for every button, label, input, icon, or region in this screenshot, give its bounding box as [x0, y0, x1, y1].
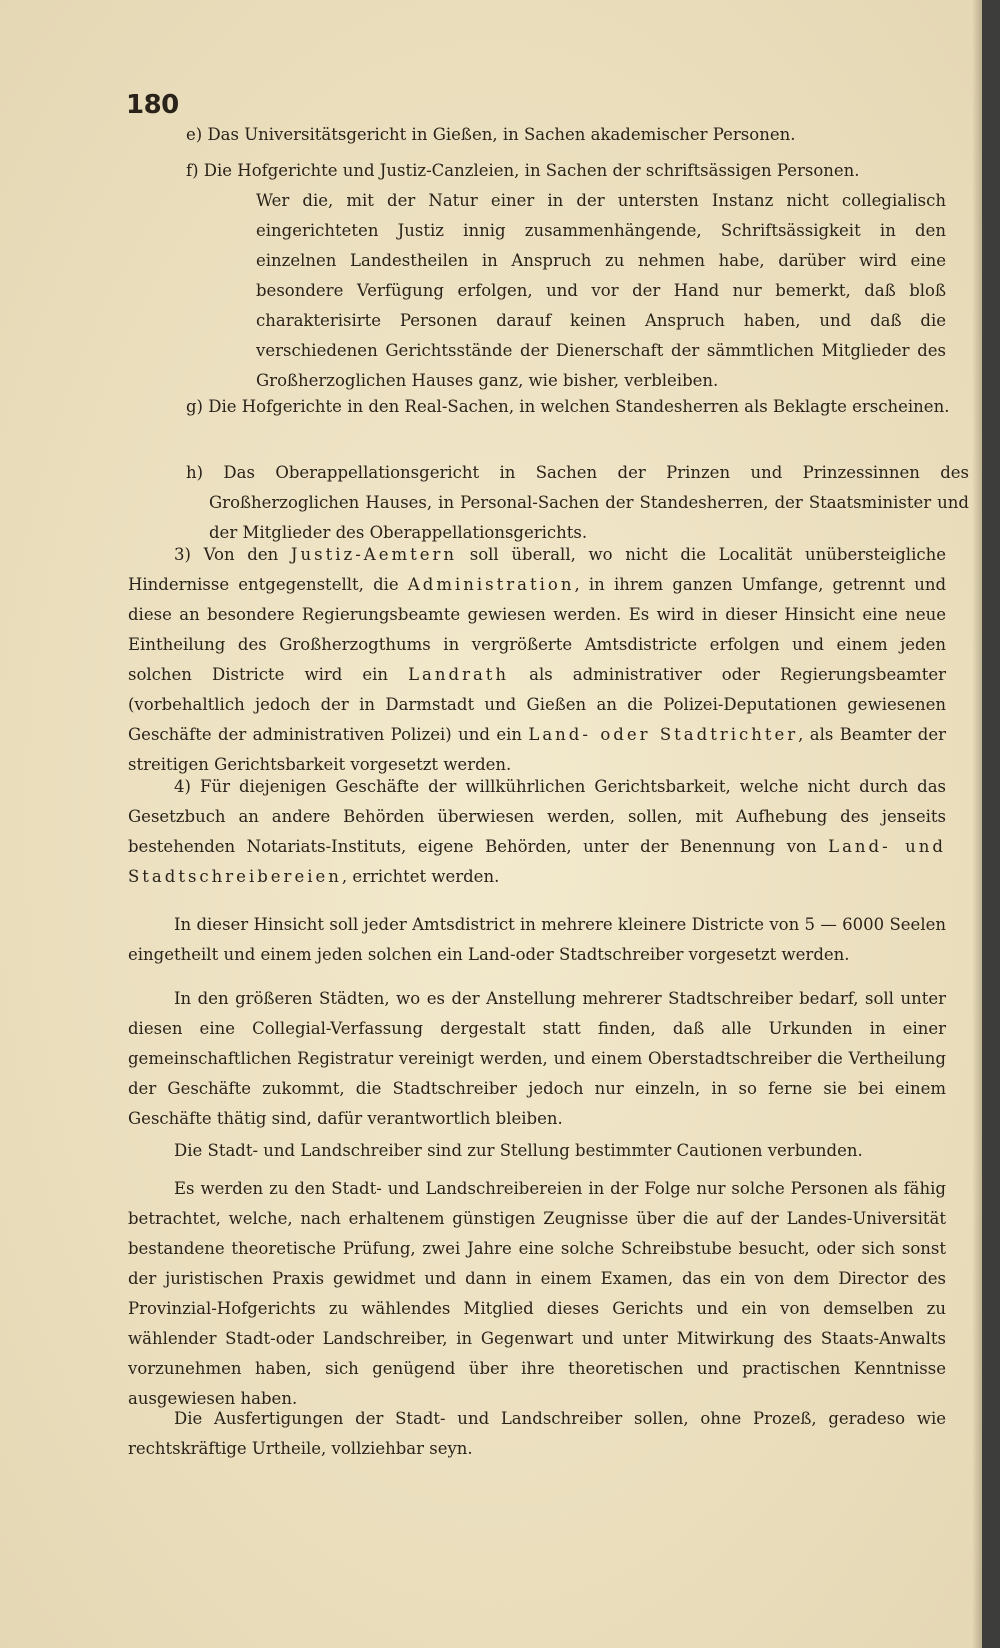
section-3-part4: als administrativer oder Regierungsbeamter (vorbehaltlich jedoch der in Darmstadt und Gießen an die Polizei-Deputationen gewiesenen Geschäfte der administrativen Polizei) und ein [128, 665, 946, 744]
item-e: e) Das Universitätsgericht in Gießen, in Sachen akademischer Personen. [186, 125, 796, 144]
term-land-und-stadtschreibereien: Land- und Stadtschreibereien [128, 837, 946, 886]
item-f-note-text: Wer die, mit der Natur einer in der untersten Instanz nicht collegialisch eingerichteten Justiz innig zusammenhängende, Schriftsässigkeit in den einzelnen Landestheilen in Anspruch zu nehmen habe, darüber wird eine besondere Verfügung erfolgen, und vor der Hand nur bemerkt, daß bloß charakterisirte Personen darauf keinen Anspruch haben, und daß die verschiedenen Gerichtsstände der Dienerschaft der sämmtlichen Mitglieder des Großherzoglichen Hauses ganz, wie bisher, verbleiben. [256, 191, 946, 390]
term-justiz-aemter: Justiz-Aemtern [290, 545, 458, 564]
section-3 [128, 540, 946, 780]
item-f-note [186, 186, 946, 396]
item-h: h) Das Oberappellationsgericht in Sachen der Prinzen und Prinzessinnen des Großherzoglichen Hauses, in Personal-Sachen der Standesherren, der Staatsminister und der Mitglieder des Oberappellationsgerichts. [186, 463, 969, 542]
item-f: f) Die Hofgerichte und Justiz-Canzleien, in Sachen der schriftsässigen Personen. [186, 161, 860, 180]
term-administration: Administration [407, 575, 575, 594]
item-g: g) Die Hofgerichte in den Real-Sachen, in welchen Standesherren als Beklagte erscheinen. [186, 397, 950, 416]
section-3-part3: , in ihrem ganzen Umfange, getrennt und diese an besondere Regierungsbeamte gewiesen werden. Es wird in dieser Hinsicht eine neue Eintheilung des Großherzogthums in vergrößerte Amtsdistricte erfolgen und einem jeden solchen Districte wird ein [128, 575, 947, 684]
page-number: 180 [126, 90, 179, 120]
section-4 [128, 772, 946, 892]
term-land-oder-stadtrichter: Land- oder Stadtrichter [528, 725, 799, 744]
paragraph-amtsdistrict: In dieser Hinsicht soll jeder Amtsdistrict in mehrere kleinere Districte von 5 — 6000 Seelen eingetheilt und einem jeden solchen ein Land-oder Stadtschreiber vorgesetzt werden. [128, 915, 946, 964]
paragraph-cautionen: Die Stadt- und Landschreiber sind zur Stellung bestimmter Cautionen verbunden. [174, 1141, 863, 1160]
paragraph-ausfertigungen: Die Ausfertigungen der Stadt- und Landschreiber sollen, ohne Prozeß, geradeso wie rechtskräftige Urtheile, vollziehbar seyn. [128, 1409, 946, 1458]
term-landrath: Landrath [408, 665, 510, 684]
section-4-tail: , errichtet werden. [341, 867, 500, 886]
section-3-part5: , als Beamter der streitigen Gerichtsbarkeit vorgesetzt werden. [128, 725, 947, 774]
section-3-part2: soll überall, wo nicht die Localität unübersteigliche Hindernisse entgegenstellt, die [128, 545, 946, 594]
paragraph-collegial-verfassung: In den größeren Städten, wo es der Anstellung mehrerer Stadtschreiber bedarf, soll unter diesen eine Collegial-Verfassung dergestalt statt finden, daß alle Urkunden in einer gemeinschaftlichen Registratur vereinigt werden, und einem Oberstadtschreiber die Vertheilung der Geschäfte zukommt, die Stadtschreiber jedoch nur einzeln, in so ferne sie bei einem Geschäfte thätig sind, dafür verantwortlich bleiben. [128, 989, 946, 1128]
section-3-lead: 3) Von den [174, 545, 291, 564]
section-4-lead: 4) Für diejenigen Geschäfte der willkührlichen Gerichtsbarkeit, welche nicht durch das Gesetzbuch an andere Behörden überwiesen werden, sollen, mit Aufhebung des jenseits bestehenden Notariats-Instituts, eigene Behörden, unter der Benennung von [128, 777, 946, 856]
paragraph-pruefung: Es werden zu den Stadt- und Landschreibereien in der Folge nur solche Personen als fähig betrachtet, welche, nach erhaltenem günstigen Zeugnisse über die auf der Landes-Universität bestandene theoretische Prüfung, zwei Jahre eine solche Schreibstube besucht, oder sich sonst der juristischen Praxis gewidmet und dann in einem Examen, das ein von dem Director des Provinzial-Hofgerichts zu wählendes Mitglied dieses Gerichts und ein von demselben zu wählender Stadt-oder Landschreiber, in Gegenwart und unter Mitwirkung des Staats-Anwalts vorzunehmen haben, sich genügend über ihre theoretischen und practischen Kenntnisse ausgewiesen haben. [128, 1179, 946, 1408]
